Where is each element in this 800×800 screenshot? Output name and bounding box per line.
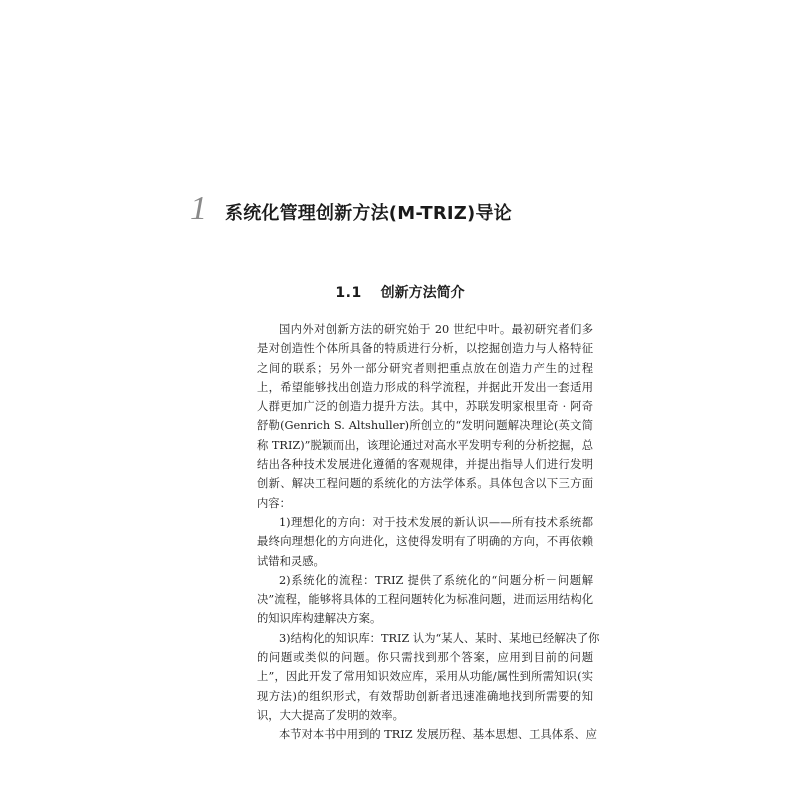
text-line: 是对创造性个体所具备的特质进行分析，以挖掘创造力与人格特征 <box>257 342 593 356</box>
section-heading <box>0 282 800 302</box>
text-line: 上”，因此开发了常用知识效应库，采用从功能/属性到所需知识(实 <box>257 670 593 684</box>
text-line: 舒勒(Genrich S. Altshuller)所创立的“发明问题解决理论(英文简 <box>257 419 593 433</box>
body-text <box>257 320 600 745</box>
text-line: 国内外对创新方法的研究始于 20 世纪中叶。最初研究者们多 <box>279 323 593 336</box>
chapter-heading <box>190 192 512 226</box>
text-line: 现方法)的组织形式，有效帮助创新者迅速准确地找到所需要的知 <box>257 689 593 703</box>
text-line: 之间的联系；另外一部分研究者则把重点放在创造力产生的过程 <box>257 361 593 375</box>
text-line: 最终向理想化的方向进化，这使得发明有了明确的方向，不再依赖 <box>257 535 593 549</box>
text-line: 的知识库构建解决方案。 <box>257 612 382 626</box>
text-line: 识，大大提高了发明的效率。 <box>257 708 404 722</box>
text-line: 3)结构化的知识库：TRIZ 认为“某人、某时、某地已经解决了你 <box>279 631 600 645</box>
text-line: 2)系统化的流程：TRIZ 提供了系统化的“问题分析－问题解 <box>279 573 593 587</box>
chapter-title: 系统化管理创新方法(M-TRIZ)导论 <box>225 203 512 224</box>
text-line: 人群更加广泛的创造力提升方法。其中，苏联发明家根里奇 · 阿奇 <box>257 400 593 414</box>
text-line: 创新、解决工程问题的系统化的方法学体系。具体包含以下三方面 <box>257 477 593 491</box>
section-title: 创新方法简介 <box>380 285 465 301</box>
text-line: 本节对本书中用到的 TRIZ 发展历程、基本思想、工具体系、应 <box>279 728 597 742</box>
text-line: 称 TRIZ)”脱颖而出，该理论通过对高水平发明专利的分析挖掘，总 <box>257 438 593 452</box>
text-line: 内容： <box>257 496 291 510</box>
section-number: 1.1 <box>335 285 362 301</box>
text-line: 的问题或类似的问题。你只需找到那个答案，应用到目前的问题 <box>257 651 593 665</box>
text-line: 结出各种技术发展进化遵循的客观规律，并提出指导人们进行发明 <box>257 458 593 472</box>
text-line: 1)理想化的方向：对于技术发展的新认识——所有技术系统都 <box>279 515 593 529</box>
text-line: 决”流程，能够将具体的工程问题转化为标准问题，进而运用结构化 <box>257 593 593 607</box>
chapter-number: 1 <box>190 190 207 227</box>
text-line: 试错和灵感。 <box>257 554 325 568</box>
text-line: 上，希望能够找出创造力形成的科学流程，并据此开发出一套适用 <box>257 380 593 394</box>
